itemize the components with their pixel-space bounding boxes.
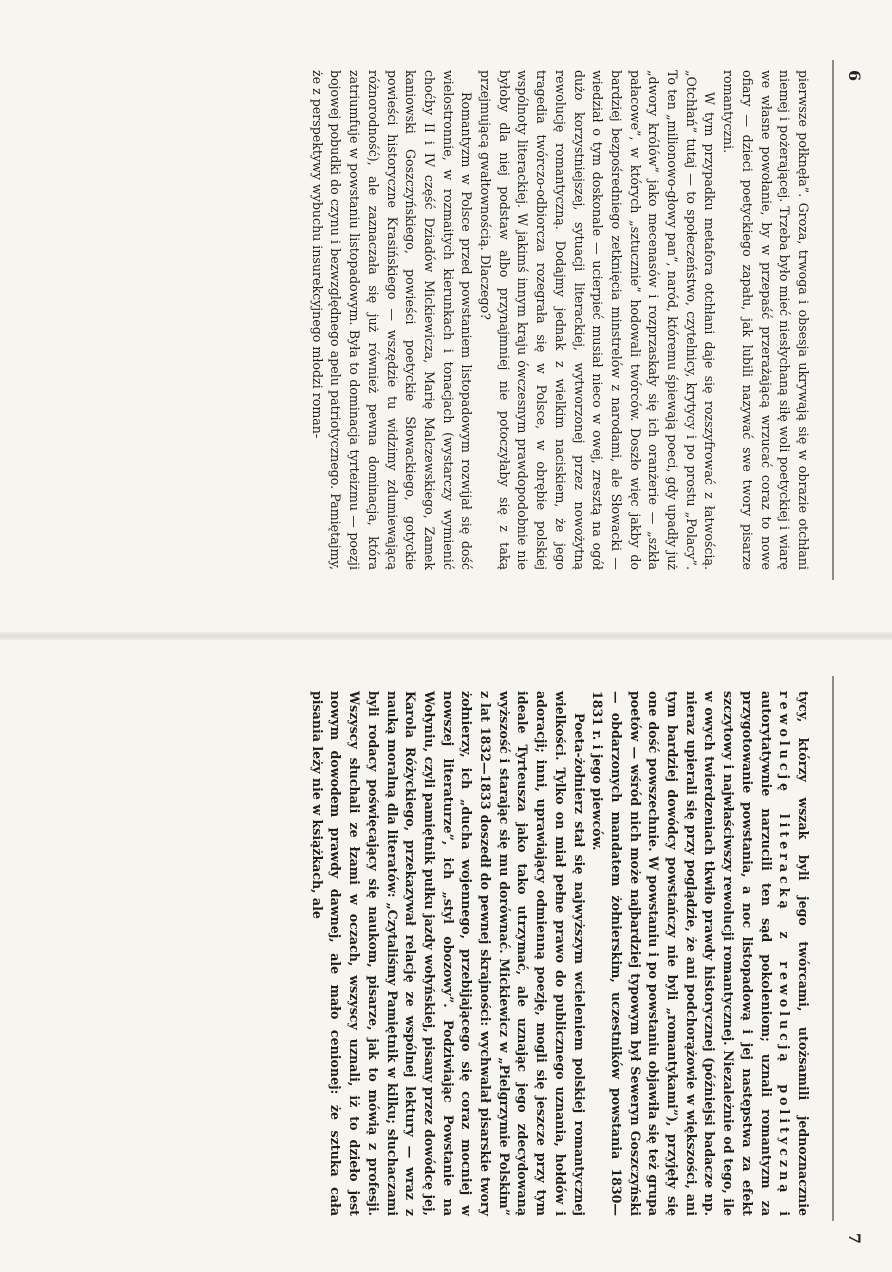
paragraph [588,691,812,1216]
left-page-text [307,70,812,570]
page-number: 7 [845,1232,864,1244]
header-rule [832,676,834,1221]
header-rule [832,60,834,580]
paragraph: W tym przypadku metafora otchłani daje się rozszyfrować z łatwością. „Otchłań” tutaj — to społeczeństwo, czytelnicy, krytycy i po prostu „Polacy”. To ten „milionowo-głowy pan”, naród, któremu śpiewają poeci, gdy upadły już „dwory królów” jako mecenasów i rozprzaskały się ich oranżerie — „szkła pałacowe”, w których „sztucznie” hodowali twórców. Doszło więc jakby do bardziej bezpośredniego zetknięcia minstrelów z narodami, ale Słowacki — wiedział o tym doskonale — ucierpieć musiał nieco w owej, zresztą na ogół dużo korzystniejszej, sytuacji literackiej, wytworzonej przez nowożytną rewolucję romantyczną. Dodajmy jednak z wielkim naciskiem, że jego tragedia twórczo-odbiorcza rozegrała się w Polsce, w obrębie polskiej wspólnoty literackiej. W jakimś innym kraju ówczesnym prawdopodobnie nie byłoby dla niej podstaw albo przynajmniej nie potoczyłaby się z taką przejmującą gwałtownością. Dlaczego? [478,70,718,570]
spaced-emphasis: rewolucję literacką z rewolucją polityczną [777,691,793,1197]
right-page-text [307,691,812,1216]
right-page [0,636,892,1272]
paragraph: Poeta-żołnierz stał się najwyższym wcieleniem polskiej romantycznej wielkości. Tylko on miał pełne prawo do publicznego uznania, hołdów i adoracji; inni, uprawiający odmienną poezję, mogli się jeszcze przy tym ideale Tyrteusza jako tako utrzymać, ale uznając jego zdecydowaną wyższość i starając się mu dorównać. Mickiewicz w „Pielgrzymie Polskim” z lat 1832—1833 doszedł do pewnej skrajności: wychwalał pisarskie twory żołnierzy, ich „ducha wojennego, przebijającego się coraz mocniej w nowszej literaturze”, ich „styl obozowy”. Podziwiając Powstanie na Wołyniu, czyli pamiętnik pułku jazdy wołyńskiej, pisany przez dowódcę jej, Karola Różyckiego, przekazywał relację ze wspólnej lektury — wraz z nauką moralną dla literatów: „Czytaliśmy Pamiętnik w kilku; słuchaczami byli rodacy poświęcający się naukom, pisarze, jak to mówią z profesji. Wszyscy słuchali ze łzami w oczach, wszyscy uznali, iż to dzieło jest nowym dowodem prawdy dawnej, ale mało cenionej: że sztuka cała pisania leży nie w książkach, ale [309,691,587,1216]
paragraph: pierwsze połknęła”. Groza, trwoga i obsesja ukrywają się w obrazie otchłani niemej i pożerającej. Trzeba było mieć niesłychaną siłę woli poetyckiej i wiarę we własne powołanie, by w przepaść przerażającą wrzucać coraz to nowe ofiary — dzieci poetyckiego zapału, jak lubili nazywać swe twory pisarze romantyczni. [721,70,811,570]
text-run: i autorytatywnie narzucili ten sąd pokoleniom; uznali romantyzm za przygotowanie powstania, a noc listopadową i jej następstwa za efekt szczytowy i najwłaściwszy rewolucji romantycznej. Niezależnie od tego, ile w owych twierdzeniach tkwiło prawdy historycznej (późniejsi badacze np. nieraz upierali się przy poglądzie, że ani podchorążowie w większości, ani tym bardziej dowódcy powstańczy nie byli „romantykami”), przyjęły się one dość powszechnie. W powstaniu i po powstaniu objawiła się też grupa poetów — wśród nich może najbardziej typowym był Seweryn Goszczyński — obdarzonych mandatem żołnierskim, uczestników powstania 1830—1831 r. i jego piewców. [590,691,793,1216]
paragraph: Romantyzm w Polsce przed powstaniem listopadowym rozwijał się dość wielostronnie, w rozmaitych kierunkach i tonacjach (wystarczy wymienić choćby II i IV część Dziadów Mickiewicza, Marię Malczewskiego, Zamek kaniowski Goszczyńskiego, powieści poetyckie Słowackiego, gotyckie powieści historyczne Krasińskiego — wszędzie tu widzimy zdumiewającą różnorodność), ale zaznaczała się już również pewna dominacja, która zatriumfuje w powstaniu listopadowym. Była to dominacja tyrteizmu — poezji bojowej pobudki do czynu i bezwzględnego apelu patriotycznego. Pamiętajmy, że z perspektywy wybuchu insurekcyjnego młodzi roman- [309,70,475,570]
page-number: 6 [845,70,864,82]
text-run: tycy, którzy wszak byli jego twórcami, utożsamili jednoznacznie [796,691,811,1216]
